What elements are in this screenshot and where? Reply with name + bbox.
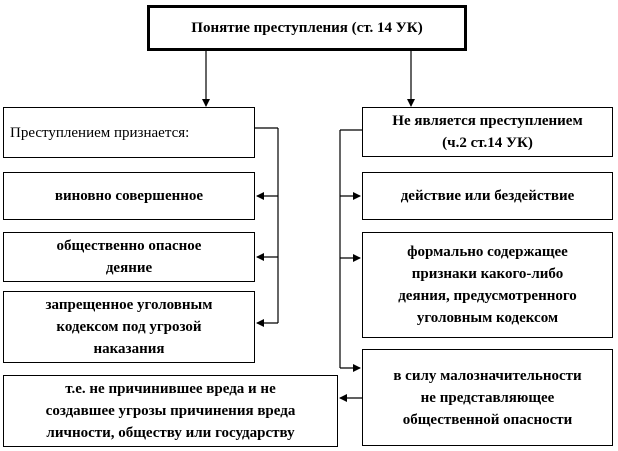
left-header-box <box>3 107 255 158</box>
left-item-box-3 <box>3 291 255 363</box>
left-header-text: Преступлением признается: <box>10 124 190 141</box>
right-item-box-2 <box>362 232 613 338</box>
right-item-box-1 <box>362 172 613 220</box>
left-item-text: запрещенное уголовным кодексом под угрозой наказания <box>45 297 213 357</box>
title-box <box>147 5 467 51</box>
right-header-text: Не является преступлением (ч.2 ст.14 УК) <box>392 113 583 151</box>
left-item-box-2 <box>3 232 255 282</box>
left-item-text: общественно опасное деяние <box>56 238 202 276</box>
bottom-left-text: т.е. не причинившее вреда и не создавшее угрозы причинения вреда личности, обществу или государству <box>45 381 296 441</box>
left-item-text: виновно совершенное <box>54 188 204 204</box>
right-item-text: действие или бездействие <box>400 188 575 204</box>
left-item-box-1 <box>3 172 255 220</box>
right-item-box-3 <box>362 349 613 446</box>
title-text: Понятие преступления (ст. 14 УК) <box>191 20 423 36</box>
right-item-text: в силу малозначительности не представляющее общественной опасности <box>393 367 582 428</box>
right-item-text: формально содержащее признаки какого-либо деяния, предусмотренного уголовным кодексом <box>398 244 577 326</box>
bottom-left-box <box>3 375 338 447</box>
right-header-box <box>362 107 613 157</box>
